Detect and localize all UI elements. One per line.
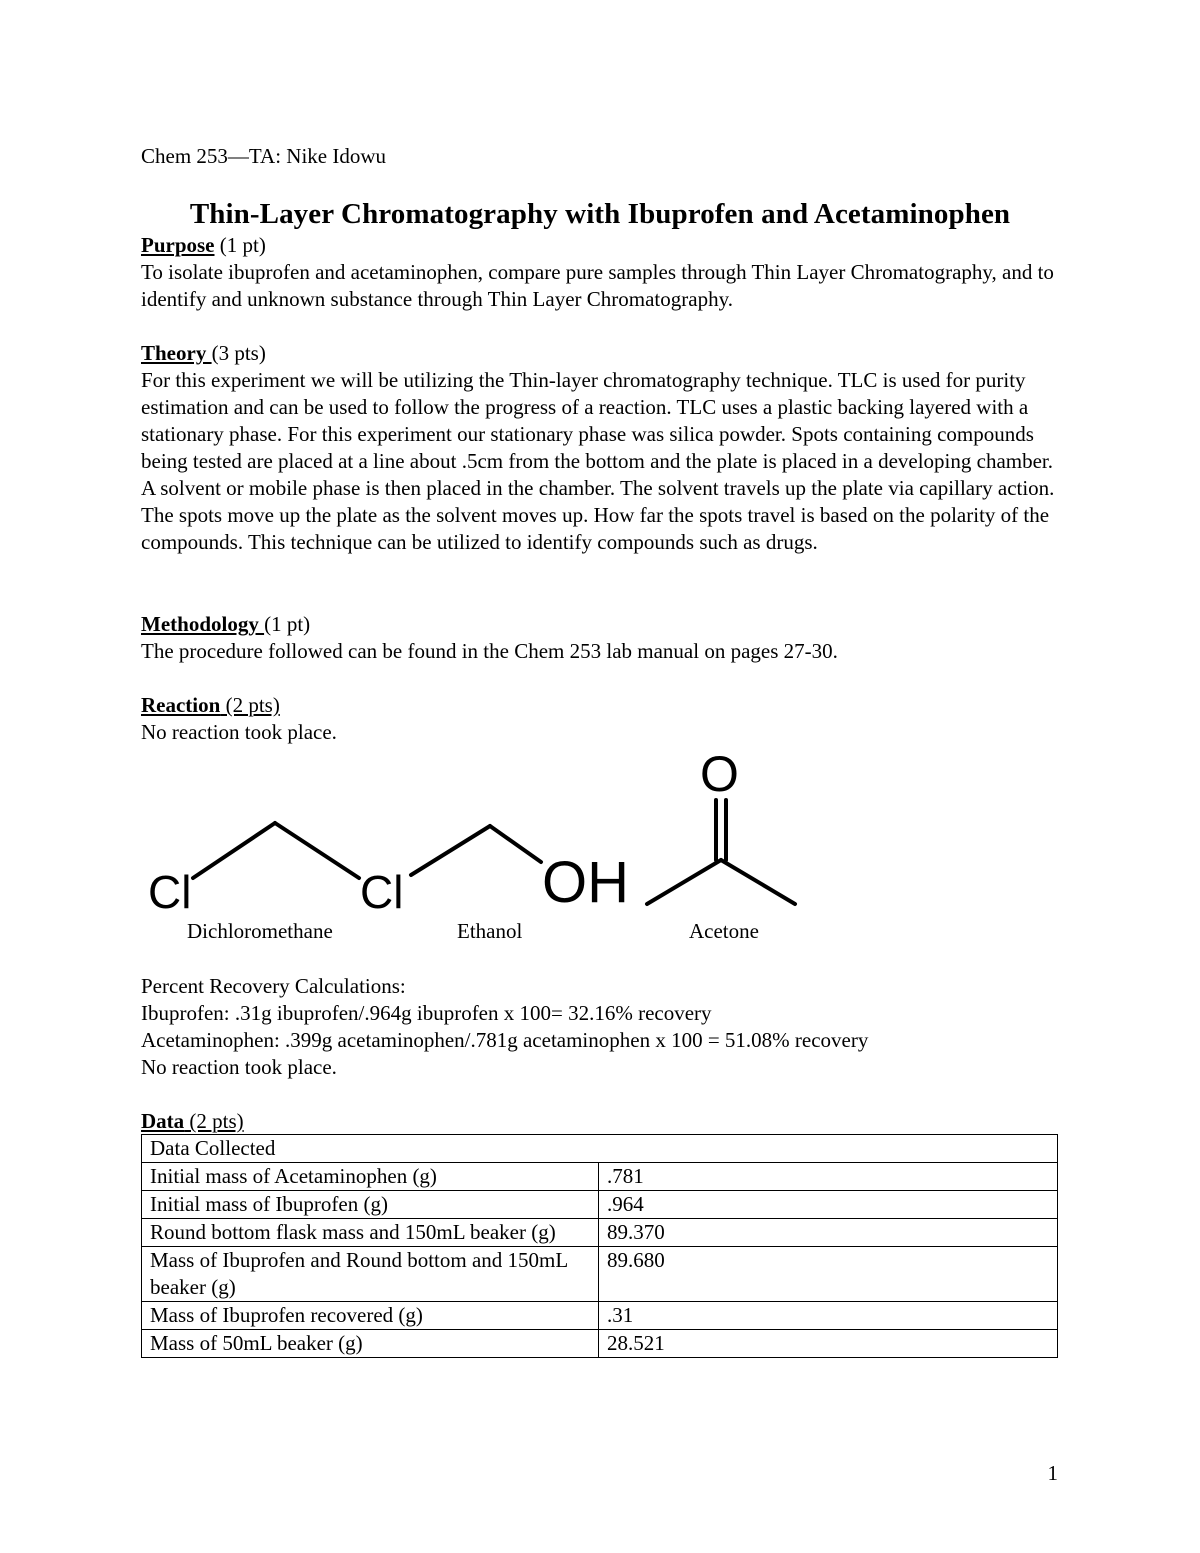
row-value: 89.370 xyxy=(599,1219,1058,1247)
row-label: Round bottom flask mass and 150mL beaker (g) xyxy=(142,1219,599,1247)
data-heading-text: Data xyxy=(141,1109,185,1133)
methodology-text: The procedure followed can be found in the Chem 253 lab manual on pages 27-30. xyxy=(141,639,838,663)
reaction-points: (2 pts) xyxy=(220,693,280,717)
purpose-heading-text: Purpose xyxy=(141,233,215,257)
row-value: 28.521 xyxy=(599,1330,1058,1358)
data-section xyxy=(141,1108,1071,1135)
purpose-points: (1 pt) xyxy=(214,233,266,257)
table-row xyxy=(142,1191,1058,1219)
table-row xyxy=(142,1163,1058,1191)
data-table xyxy=(141,1134,1058,1358)
recovery-calculations xyxy=(141,973,1071,1081)
bond-cl1-c xyxy=(193,823,275,878)
methodology-points: (1 pt) xyxy=(264,612,311,636)
reaction-heading-text: Reaction xyxy=(141,693,221,717)
table-title-row xyxy=(142,1135,1058,1163)
row-label: Mass of Ibuprofen and Round bottom and 150mL beaker (g) xyxy=(142,1247,599,1302)
theory-text: For this experiment we will be utilizing the Thin-layer chromatography technique. TLC is used for purity estimation and can be used to follow the progress of a reaction. TLC uses a plastic backing layered with a stationary phase. For this experiment our stationary phase was silica powder. Spots containing compounds being tested are placed at a line about .5cm from the bottom and the plate is placed in a developing chamber. A solvent or mobile phase is then placed in the chamber. The solvent travels up the plate via capillary action. The spots move up the plate as the solvent moves up. How far the spots travel is based on the polarity of the compounds. This technique can be utilized to identify compounds such as drugs. xyxy=(141,368,1055,554)
data-heading xyxy=(141,1108,1071,1135)
row-label: Mass of Ibuprofen recovered (g) xyxy=(142,1302,599,1330)
row-label: Initial mass of Ibuprofen (g) xyxy=(142,1191,599,1219)
calc-acetaminophen: Acetaminophen: .399g acetaminophen/.781g acetaminophen x 100 = 51.08% recovery xyxy=(141,1028,869,1052)
row-value: .31 xyxy=(599,1302,1058,1330)
methodology-heading-text: Methodology xyxy=(141,612,265,636)
row-value: .781 xyxy=(599,1163,1058,1191)
table-row xyxy=(142,1302,1058,1330)
reaction-heading xyxy=(141,692,1071,719)
page-number: 1 xyxy=(1047,1461,1058,1485)
data-points: (2 pts) xyxy=(184,1109,244,1133)
purpose-heading xyxy=(141,232,1071,259)
atom-cl-1: Cl xyxy=(148,866,192,918)
row-value: .964 xyxy=(599,1191,1058,1219)
dichloromethane-structure xyxy=(193,823,359,878)
methodology-heading xyxy=(141,611,1071,638)
atom-oh: OH xyxy=(542,850,629,915)
reaction-section xyxy=(141,692,1071,746)
acetone-structure xyxy=(647,800,795,904)
document-title: Thin-Layer Chromatography with Ibuprofen and Acetaminophen xyxy=(189,198,1011,230)
calc-ibuprofen: Ibuprofen: .31g ibuprofen/.964g ibuprofen x 100= 32.16% recovery xyxy=(141,1001,712,1025)
theory-points: (3 pts) xyxy=(211,341,266,365)
label-ethanol: Ethanol xyxy=(457,919,523,943)
theory-section xyxy=(141,340,1071,556)
ethanol-structure xyxy=(411,826,541,875)
theory-heading-text: Theory xyxy=(141,341,212,365)
purpose-section xyxy=(141,232,1071,313)
bond-c-cl2 xyxy=(275,823,359,878)
molecule-structures xyxy=(141,750,841,925)
bond-ch3-c xyxy=(647,860,721,904)
bond-c-ch3 xyxy=(721,860,795,904)
table-row xyxy=(142,1219,1058,1247)
label-acetone: Acetone xyxy=(689,919,759,943)
label-dichloromethane: Dichloromethane xyxy=(187,919,333,943)
atom-o: O xyxy=(700,750,739,802)
bond-c1-c2 xyxy=(411,826,490,875)
atom-cl-2: Cl xyxy=(360,866,404,918)
methodology-section xyxy=(141,611,1071,665)
course-header: Chem 253—TA: Nike Idowu xyxy=(141,144,387,168)
row-label: Initial mass of Acetaminophen (g) xyxy=(142,1163,599,1191)
table-title-cell: Data Collected xyxy=(142,1135,1058,1163)
reaction-text: No reaction took place. xyxy=(141,720,337,744)
row-value: 89.680 xyxy=(599,1247,1058,1302)
calc-heading: Percent Recovery Calculations: xyxy=(141,974,406,998)
theory-heading xyxy=(141,340,1071,367)
row-label: Mass of 50mL beaker (g) xyxy=(142,1330,599,1358)
bond-c2-o xyxy=(490,826,541,862)
table-row xyxy=(142,1330,1058,1358)
table-row xyxy=(142,1247,1058,1302)
calc-note: No reaction took place. xyxy=(141,1055,337,1079)
purpose-text: To isolate ibuprofen and acetaminophen, compare pure samples through Thin Layer Chromatography, and to identify and unknown substance through Thin Layer Chromatography. xyxy=(141,260,1054,311)
